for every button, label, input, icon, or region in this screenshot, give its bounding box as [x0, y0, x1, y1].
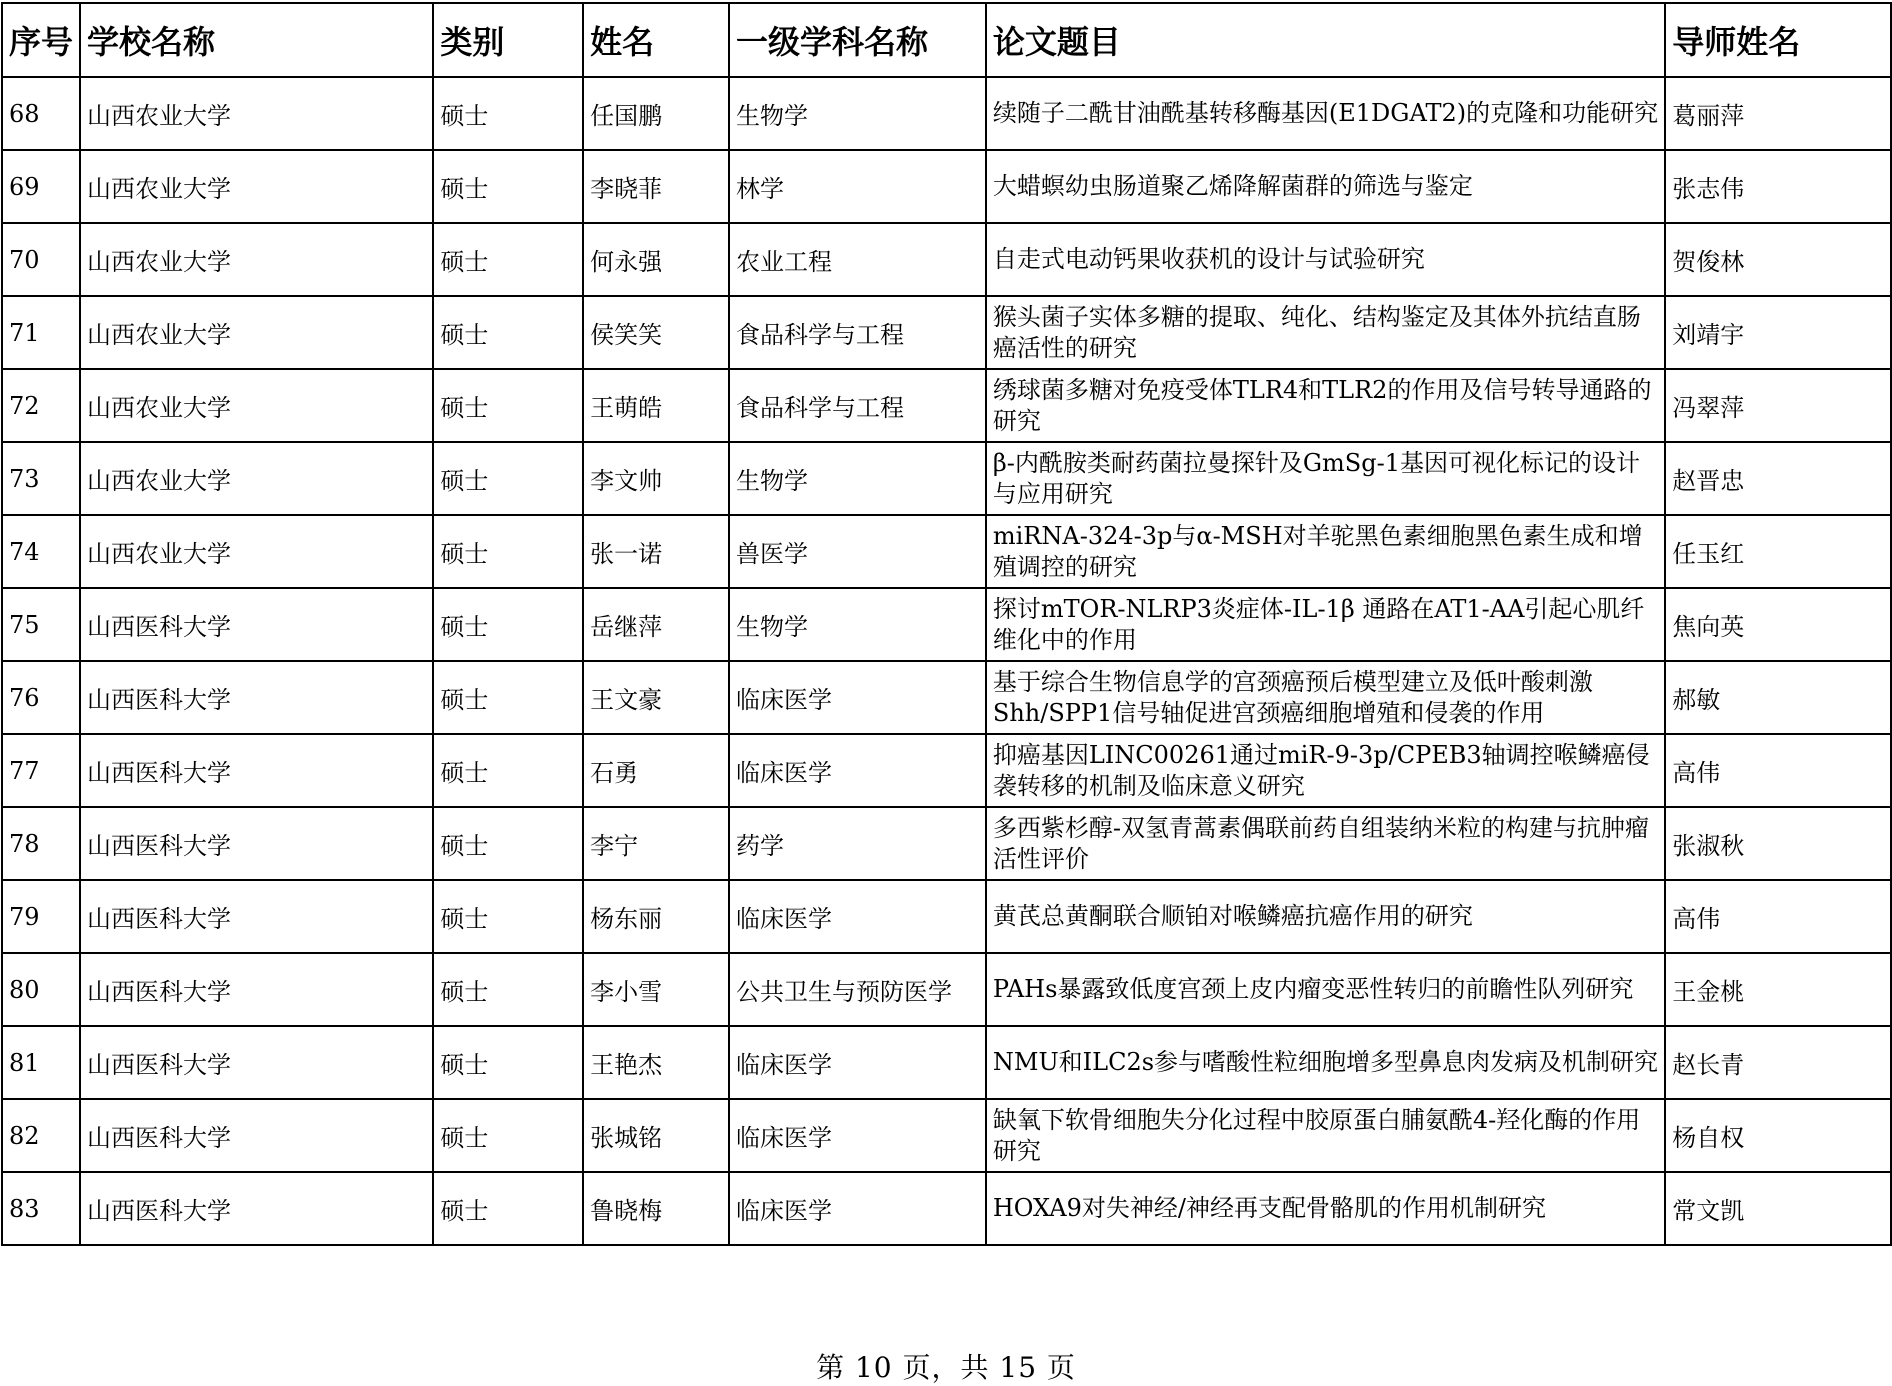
thesis-title-cell: 猴头菌子实体多糖的提取、纯化、结构鉴定及其体外抗结直肠癌活性的研究	[986, 296, 1665, 369]
thesis-title-cell: NMU和ILC2s参与嗜酸性粒细胞增多型鼻息肉发病及机制研究	[986, 1026, 1665, 1099]
category-cell: 硕士	[433, 1172, 583, 1245]
table-row	[2, 369, 1891, 442]
advisor-name-cell: 高伟	[1665, 880, 1891, 953]
advisor-name-cell: 杨自权	[1665, 1099, 1891, 1172]
school-name-cell: 山西医科大学	[80, 953, 433, 1026]
thesis-title-cell: 抑癌基因LINC00261通过miR-9-3p/CPEB3轴调控喉鳞癌侵袭转移的机制及临床意义研究	[986, 734, 1665, 807]
thesis-title-cell: HOXA9对失神经/神经再支配骨骼肌的作用机制研究	[986, 1172, 1665, 1245]
category-cell: 硕士	[433, 880, 583, 953]
student-name-cell: 李晓菲	[583, 150, 729, 223]
advisor-name-cell: 任玉红	[1665, 515, 1891, 588]
header-discipline: 一级学科名称	[729, 3, 986, 77]
table-row	[2, 150, 1891, 223]
category-cell: 硕士	[433, 807, 583, 880]
thesis-title-cell: miRNA-324-3p与α-MSH对羊驼黑色素细胞黑色素生成和增殖调控的研究	[986, 515, 1665, 588]
school-name-cell: 山西医科大学	[80, 734, 433, 807]
table-row	[2, 1172, 1891, 1245]
student-name-cell: 李文帅	[583, 442, 729, 515]
serial-no-cell: 72	[2, 369, 80, 442]
table-row	[2, 588, 1891, 661]
thesis-title-cell: 自走式电动钙果收获机的设计与试验研究	[986, 223, 1665, 296]
table-row	[2, 807, 1891, 880]
thesis-title-cell: PAHs暴露致低度宫颈上皮内瘤变恶性转归的前瞻性队列研究	[986, 953, 1665, 1026]
discipline-cell: 生物学	[729, 588, 986, 661]
category-cell: 硕士	[433, 588, 583, 661]
school-name-cell: 山西医科大学	[80, 807, 433, 880]
advisor-name-cell: 郝敏	[1665, 661, 1891, 734]
advisor-name-cell: 葛丽萍	[1665, 77, 1891, 150]
advisor-name-cell: 贺俊林	[1665, 223, 1891, 296]
advisor-name-cell: 王金桃	[1665, 953, 1891, 1026]
student-name-cell: 任国鹏	[583, 77, 729, 150]
student-name-cell: 石勇	[583, 734, 729, 807]
discipline-cell: 临床医学	[729, 1026, 986, 1099]
advisor-name-cell: 冯翠萍	[1665, 369, 1891, 442]
student-name-cell: 侯笑笑	[583, 296, 729, 369]
category-cell: 硕士	[433, 369, 583, 442]
serial-no-cell: 74	[2, 515, 80, 588]
serial-no-cell: 73	[2, 442, 80, 515]
serial-no-cell: 69	[2, 150, 80, 223]
serial-no-cell: 70	[2, 223, 80, 296]
thesis-title-cell: β-内酰胺类耐药菌拉曼探针及GmSg-1基因可视化标记的设计与应用研究	[986, 442, 1665, 515]
serial-no-cell: 79	[2, 880, 80, 953]
student-name-cell: 何永强	[583, 223, 729, 296]
student-name-cell: 鲁晓梅	[583, 1172, 729, 1245]
advisor-name-cell: 赵长青	[1665, 1026, 1891, 1099]
header-advisor-name: 导师姓名	[1665, 3, 1891, 77]
discipline-cell: 临床医学	[729, 661, 986, 734]
table-row	[2, 880, 1891, 953]
student-name-cell: 岳继萍	[583, 588, 729, 661]
thesis-title-cell: 绣球菌多糖对免疫受体TLR4和TLR2的作用及信号转导通路的研究	[986, 369, 1665, 442]
serial-no-cell: 82	[2, 1099, 80, 1172]
table-row	[2, 223, 1891, 296]
page-footer: 第 10 页，共 15 页	[816, 1351, 1076, 1384]
discipline-cell: 公共卫生与预防医学	[729, 953, 986, 1026]
advisor-name-cell: 常文凯	[1665, 1172, 1891, 1245]
school-name-cell: 山西医科大学	[80, 1026, 433, 1099]
discipline-cell: 临床医学	[729, 1172, 986, 1245]
advisor-name-cell: 赵晋忠	[1665, 442, 1891, 515]
school-name-cell: 山西医科大学	[80, 1099, 433, 1172]
table-row	[2, 515, 1891, 588]
table-row	[2, 442, 1891, 515]
discipline-cell: 农业工程	[729, 223, 986, 296]
advisor-name-cell: 高伟	[1665, 734, 1891, 807]
serial-no-cell: 83	[2, 1172, 80, 1245]
student-name-cell: 李小雪	[583, 953, 729, 1026]
thesis-title-cell: 基于综合生物信息学的宫颈癌预后模型建立及低叶酸刺激Shh/SPP1信号轴促进宫颈癌细胞增殖和侵袭的作用	[986, 661, 1665, 734]
school-name-cell: 山西农业大学	[80, 296, 433, 369]
advisor-name-cell: 张淑秋	[1665, 807, 1891, 880]
school-name-cell: 山西农业大学	[80, 77, 433, 150]
serial-no-cell: 76	[2, 661, 80, 734]
thesis-title-cell: 多西紫杉醇-双氢青蒿素偶联前药自组装纳米粒的构建与抗肿瘤活性评价	[986, 807, 1665, 880]
thesis-title-cell: 黄芪总黄酮联合顺铂对喉鳞癌抗癌作用的研究	[986, 880, 1665, 953]
student-name-cell: 张一诺	[583, 515, 729, 588]
category-cell: 硕士	[433, 661, 583, 734]
discipline-cell: 临床医学	[729, 880, 986, 953]
discipline-cell: 食品科学与工程	[729, 296, 986, 369]
table-row	[2, 1099, 1891, 1172]
category-cell: 硕士	[433, 734, 583, 807]
thesis-title-cell: 续随子二酰甘油酰基转移酶基因(E1DGAT2)的克隆和功能研究	[986, 77, 1665, 150]
discipline-cell: 临床医学	[729, 734, 986, 807]
discipline-cell: 临床医学	[729, 1099, 986, 1172]
student-name-cell: 王文豪	[583, 661, 729, 734]
category-cell: 硕士	[433, 953, 583, 1026]
table-row	[2, 1026, 1891, 1099]
header-student-name: 姓名	[583, 3, 729, 77]
category-cell: 硕士	[433, 1026, 583, 1099]
student-name-cell: 王萌皓	[583, 369, 729, 442]
student-name-cell: 李宁	[583, 807, 729, 880]
school-name-cell: 山西农业大学	[80, 223, 433, 296]
table-row	[2, 953, 1891, 1026]
header-row	[2, 3, 1891, 77]
category-cell: 硕士	[433, 1099, 583, 1172]
category-cell: 硕士	[433, 223, 583, 296]
serial-no-cell: 75	[2, 588, 80, 661]
school-name-cell: 山西农业大学	[80, 515, 433, 588]
table-row	[2, 734, 1891, 807]
school-name-cell: 山西医科大学	[80, 880, 433, 953]
thesis-list-table	[1, 2, 1892, 1246]
header-category: 类别	[433, 3, 583, 77]
category-cell: 硕士	[433, 150, 583, 223]
discipline-cell: 药学	[729, 807, 986, 880]
table-row	[2, 77, 1891, 150]
school-name-cell: 山西农业大学	[80, 369, 433, 442]
discipline-cell: 兽医学	[729, 515, 986, 588]
student-name-cell: 王艳杰	[583, 1026, 729, 1099]
category-cell: 硕士	[433, 442, 583, 515]
advisor-name-cell: 焦向英	[1665, 588, 1891, 661]
school-name-cell: 山西医科大学	[80, 588, 433, 661]
serial-no-cell: 71	[2, 296, 80, 369]
student-name-cell: 张城铭	[583, 1099, 729, 1172]
thesis-title-cell: 大蜡螟幼虫肠道聚乙烯降解菌群的筛选与鉴定	[986, 150, 1665, 223]
header-thesis-title: 论文题目	[986, 3, 1665, 77]
school-name-cell: 山西医科大学	[80, 1172, 433, 1245]
serial-no-cell: 77	[2, 734, 80, 807]
thesis-title-cell: 缺氧下软骨细胞失分化过程中胶原蛋白脯氨酰4-羟化酶的作用研究	[986, 1099, 1665, 1172]
category-cell: 硕士	[433, 515, 583, 588]
serial-no-cell: 68	[2, 77, 80, 150]
advisor-name-cell: 刘靖宇	[1665, 296, 1891, 369]
school-name-cell: 山西医科大学	[80, 661, 433, 734]
header-school-name: 学校名称	[80, 3, 433, 77]
student-name-cell: 杨东丽	[583, 880, 729, 953]
discipline-cell: 生物学	[729, 77, 986, 150]
header-serial-no: 序号	[2, 3, 80, 77]
school-name-cell: 山西农业大学	[80, 150, 433, 223]
discipline-cell: 林学	[729, 150, 986, 223]
school-name-cell: 山西农业大学	[80, 442, 433, 515]
discipline-cell: 食品科学与工程	[729, 369, 986, 442]
serial-no-cell: 78	[2, 807, 80, 880]
category-cell: 硕士	[433, 77, 583, 150]
table-row	[2, 296, 1891, 369]
advisor-name-cell: 张志伟	[1665, 150, 1891, 223]
serial-no-cell: 81	[2, 1026, 80, 1099]
category-cell: 硕士	[433, 296, 583, 369]
discipline-cell: 生物学	[729, 442, 986, 515]
serial-no-cell: 80	[2, 953, 80, 1026]
table-row	[2, 661, 1891, 734]
thesis-title-cell: 探讨mTOR-NLRP3炎症体-IL-1β 通路在AT1-AA引起心肌纤维化中的作用	[986, 588, 1665, 661]
